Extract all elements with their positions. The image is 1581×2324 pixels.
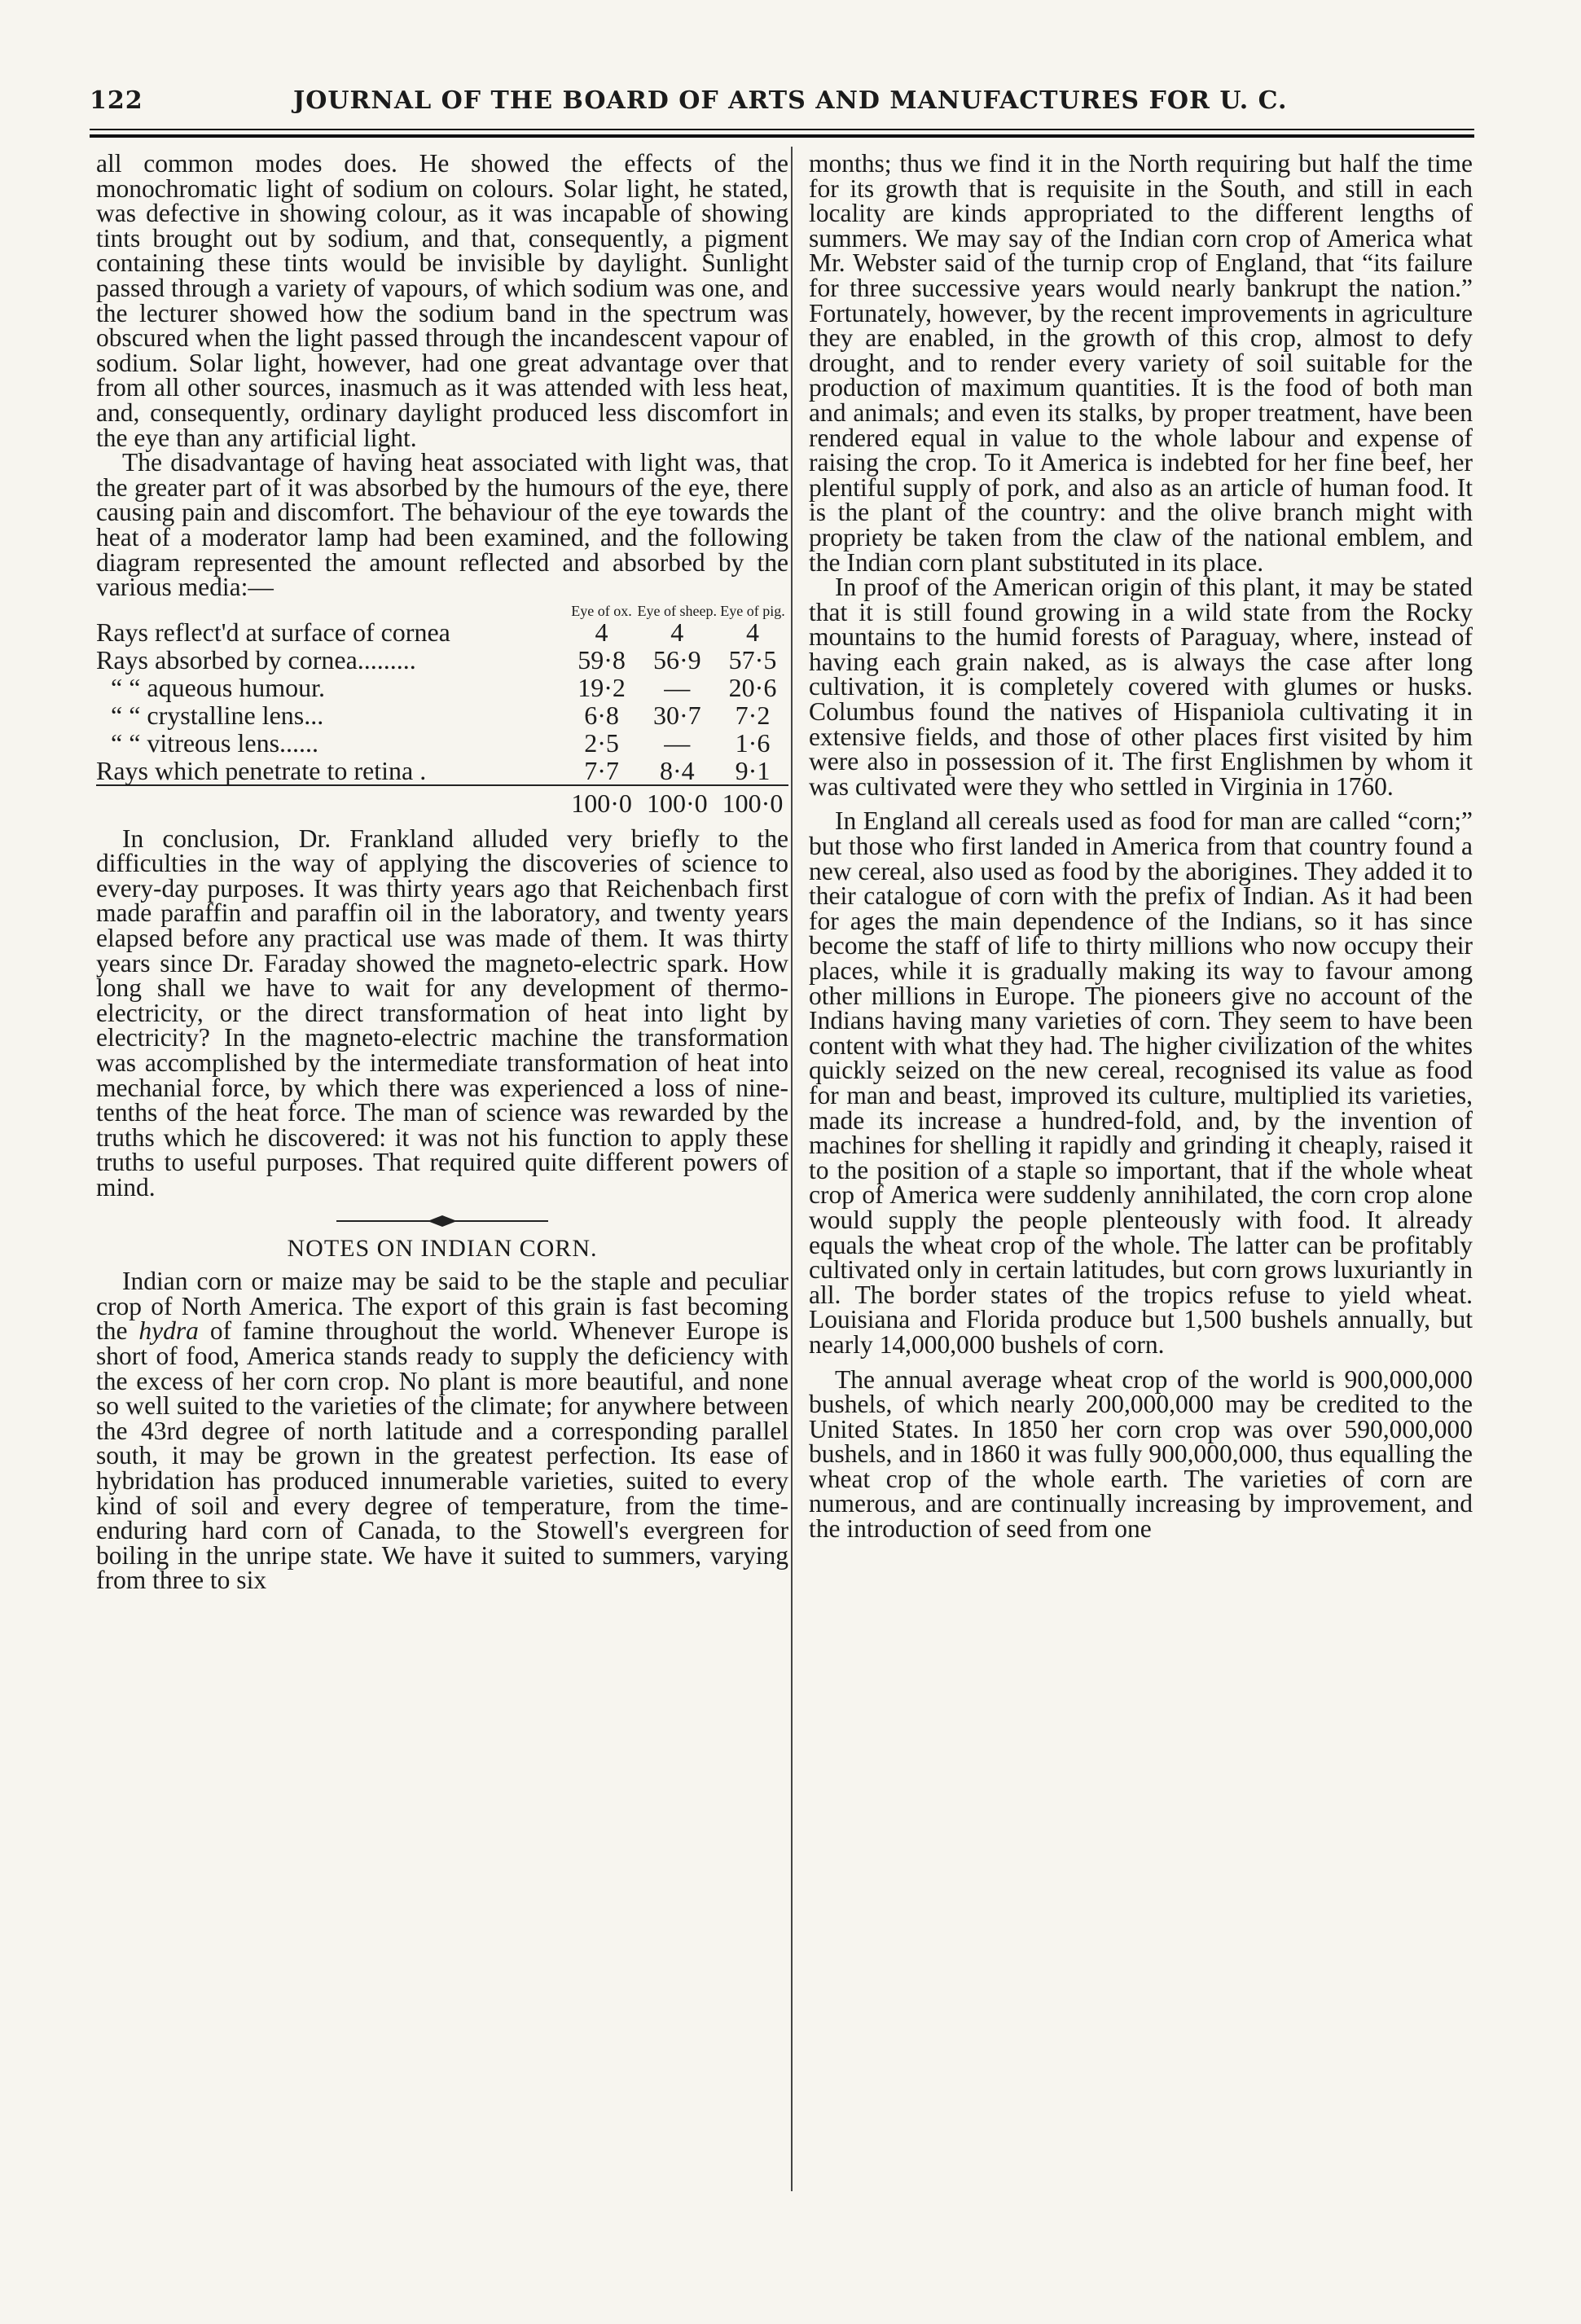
cell-pig: 4 [746, 617, 759, 647]
cell-ox: 6·8 [584, 700, 619, 730]
page-number: 122 [90, 86, 143, 115]
paragraph: The disadvantage of having heat associated with light was, that the greater part of it was absorbed by the humours of the eye, there causing pain and discomfort. The behaviour of the eye towards the heat of a moderator lamp had been examined, and the following diagram represented the amount reflected and absorbed by the various media:— [96, 448, 788, 602]
row-label: “ “ aqueous humour. [111, 672, 326, 702]
paragraph: The annual average wheat crop of the world is 900,000,000 bushels, of which nearly 200,000,000 may be credited to the United States. In 1850 her corn crop was over 590,000,000 bushels, and in 1860 it was fully 900,000,000, thus equalling the wheat crop of the whole earth. The varieties of corn are numerous, and are continually increasing by improvement, and the introduction of seed from one [809, 1364, 1473, 1544]
table-row [96, 729, 788, 757]
header-rule-thick [90, 134, 1474, 138]
total-ox: 100·0 [566, 785, 638, 817]
cell-ox: 59·8 [578, 644, 626, 674]
column-separator [791, 147, 793, 2191]
row-label: Rays which penetrate to retina . [96, 755, 427, 785]
ornamental-divider [336, 1214, 548, 1228]
paragraph: In England all cereals used as food for man are called “corn;” but those who first landed in America from that country found a new cereal, also used as food by the aborigines. They added it to their catalogue of corn with the prefix of Indian. As it had been for ages the main dependence of the Indians, so it has since become the staff of life to thirty millions who now occupy their places, while it is gradually making its way to favour among other millions in Europe. The pioneers give no account of the Indians having many varieties of corn. They seem to have been content with what they had. The higher civilization of the whites quickly seized on the new cereal, recognised its value as food for man and beast, improved its culture, multiplied its varieties, made its increase a hundred-fold, and, by the invention of machines for shelling it rapidly and grinding it cheaply, raised it to the position of a staple so important, that if the whole wheat crop of America were suddenly annihilated, the corn crop alone would supply the people plenteously with food. It already equals the wheat crop of the whole. The latter can be profitably cultivated only in certain latitudes, but corn grows luxuriantly in all. The border states of the tropics refuse to yield wheat. Louisiana and Florida produce but 1,500 bushels annually, but nearly 14,000,000 bushels of corn. [809, 806, 1473, 1359]
cell-ox: 2·5 [584, 727, 619, 758]
paragraph: all common modes does. He showed the effects of the monochromatic light of sodium on colours. Solar light, he stated, was defective in showing colour, as it was incapable of showing tints brought out by sodium, and that, consequently, a pigment containing these tints would be invisible by daylight. Sunlight passed through a variety of vapours, of which sodium was one, and the lecturer showed how the sodium band in the spectrum was obscured when the light passed through the incandescent vapour of sodium. Solar light, however, had one great advantage over that from all other sources, inasmuch as it was attended with less heat, and, consequently, ordinary daylight produced less discomfort in the eye than any artificial light. [96, 149, 788, 452]
cell-pig: 7·2 [735, 700, 771, 730]
paragraph: months; thus we find it in the North requiring but half the time for its growth that is requisite in the South, and still in each locality are kinds appropriated to the different lengths of summers. We may say of the Indian corn crop of America what Mr. Webster said of the turnip crop of England, that “its failure for three successive years would nearly bankrupt the nation.” Fortunately, however, by the recent improvements in agriculture they are enabled, in the growth of this crop, almost to defy drought, and to render every variety of soil suitable for the production of maximum quantities. It is the food of both man and animals; and even its stalks, by proper treatment, have been rendered equal in value to the whole labour and expense of raising the crop. To it America is indebted for her fine beef, her plentiful supply of pork, and also as an article of human food. It is the plant of the country: and the olive branch might with propriety be taken from the claw of the national emblem, and the Indian corn plant substituted in its place. [809, 149, 1473, 577]
paragraph: In conclusion, Dr. Frankland alluded very briefly to the difficulties in the way of applying the discoveries of science to every-day purposes. It was thirty years ago that Reichenbach first made paraffin and paraffin oil in the laboratory, and twenty years elapsed before any practical use was made of them. It was thirty years since Dr. Faraday showed the magneto-electric spark. How long shall we have to wait for any development of thermo-electricity, or the direct transformation of heat into light by electricity? In the magneto-electric machine the transformation was accomplished by the intermediate transformation of heat into mechanial force, by which there was experienced a loss of nine-tenths of the heat force. The man of science was rewarded by the truths which he discovered: it was not his function to apply these truths to useful purposes. That required quite different powers of mind. [96, 824, 788, 1202]
table-row [96, 618, 788, 646]
row-label: Rays absorbed by cornea......... [96, 644, 416, 674]
section-title: NOTES ON INDIAN CORN. [287, 1234, 598, 1262]
text-run: Indian corn or maize may be said to be the staple and peculiar crop of North America. The export of this grain is fast becoming the [96, 1267, 788, 1346]
table-row [96, 674, 788, 701]
table-row [96, 646, 788, 674]
column-header-pig: Eye of pig. [720, 602, 785, 619]
column-header-ox: Eye of ox. [571, 602, 632, 619]
column-header-sheep: Eye of sheep. [637, 602, 717, 619]
total-pig: 100·0 [717, 785, 788, 817]
header-rule-thin [90, 129, 1474, 130]
row-label: Rays reflect'd at surface of cornea [96, 617, 450, 647]
cell-pig: 20·6 [728, 672, 777, 702]
cell-sheep: 8·4 [659, 755, 695, 785]
table-row [96, 757, 788, 785]
paragraph [96, 1269, 788, 1593]
left-column [96, 149, 788, 1595]
italic-term: hydra [138, 1316, 199, 1346]
cell-pig: 57·5 [728, 644, 777, 674]
paragraph: In proof of the American origin of this plant, it may be stated that it is still found growing in a wild state from the Rocky mountains to the humid forests of Paraguay, where, instead of having each grain naked, as is always the case after long cultivation, it is completely covered with glumes or husks. Columbus found the natives of Hispaniola cultivating it in extensive fields, and those of other places first visited by him were also in possession of it. The first Englishmen by whom it was cultivated were they who settled in Virginia in 1760. [809, 573, 1473, 801]
table-total-row [96, 785, 788, 817]
cell-ox: 19·2 [578, 672, 626, 702]
eye-media-table [96, 604, 788, 817]
table-row [96, 701, 788, 729]
cell-sheep: 30·7 [652, 700, 701, 730]
row-label: “ “ crystalline lens... [111, 700, 324, 730]
cell-sheep: 56·9 [652, 644, 701, 674]
journal-title: JOURNAL OF THE BOARD OF ARTS AND MANUFACTURES FOR U. C. [293, 86, 1288, 115]
cell-pig: 1·6 [735, 727, 771, 758]
cell-sheep: — [664, 727, 691, 758]
cell-pig: 9·1 [735, 755, 771, 785]
text-run: of famine throughout the world. Whenever Europe is short of food, America stands ready to supply the deficiency with the excess of her corn crop. No plant is more beautiful, and none so well suited to the varieties of the climate; for anywhere between the 43rd degree of north latitude and a corresponding parallel south, it may be grown in the greatest perfection. Its ease of hybridation has produced innumerable varieties, suited to every kind of soil and every degree of temperature, from the time-enduring hard corn of Canada, to the Stowell's evergreen for boiling in the unripe state. We have it suited to summers, varying from three to six [96, 1316, 788, 1595]
row-label: “ “ vitreous lens...... [111, 727, 319, 758]
cell-ox: 7·7 [584, 755, 619, 785]
cell-sheep: 4 [670, 617, 684, 647]
cell-sheep: — [664, 672, 691, 702]
right-column [809, 149, 1473, 1544]
table-header-row [96, 604, 788, 618]
cell-ox: 4 [595, 617, 608, 647]
total-sheep: 100·0 [638, 785, 717, 817]
